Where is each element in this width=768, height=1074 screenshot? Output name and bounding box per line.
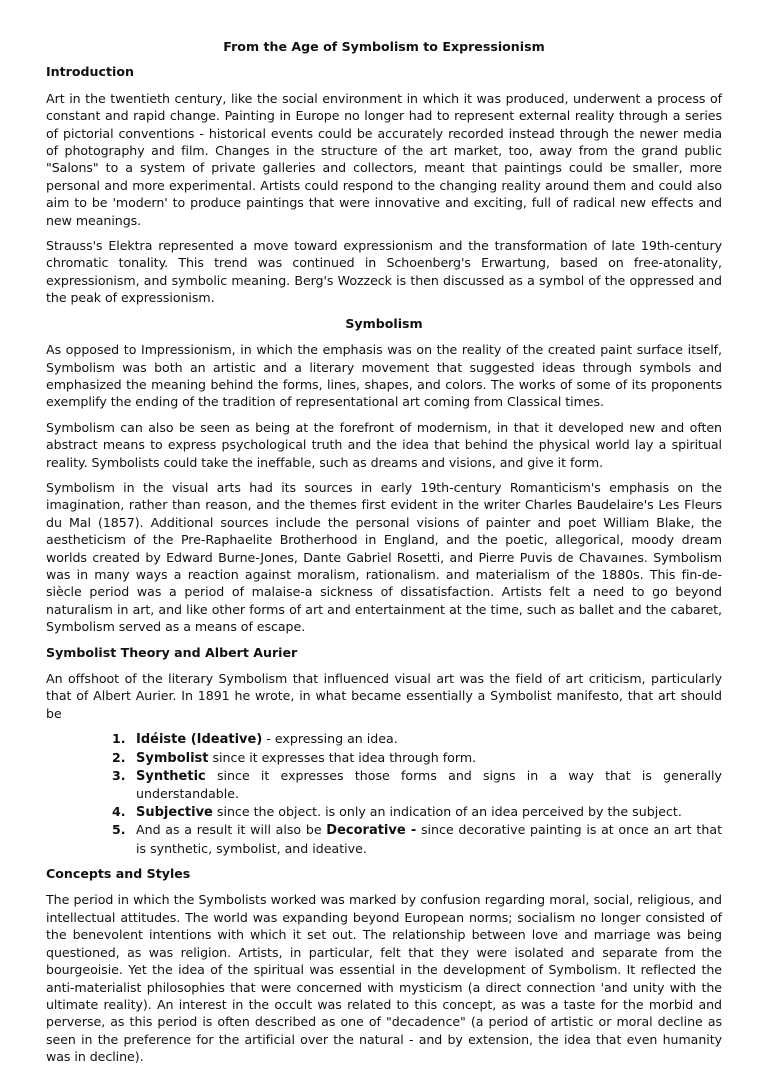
symbolism-paragraph-2: Symbolism can also be seen as being at the forefront of modernism, in that it developed new and often abstract means to express psychological truth and the idea that behind the physical world lay a spiritual reality. Symbolists could take the ineffable, such as dreams and visions, and give it form. [46, 419, 722, 470]
list-number: 5. [112, 822, 126, 838]
theory-paragraph-1: An offshoot of the literary Symbolism that influenced visual art was the field of art criticism, particularly that of Albert Aurier. In 1891 he wrote, in what became essentially a Symbolist manifesto, that art should be [46, 671, 722, 721]
list-term: Synthetic [136, 769, 206, 785]
introduction-paragraph-2: Strauss's Elektra represented a move toward expressionism and the transformation of late 19th-century chromatic tonality. This trend was continued in Schoenberg's Erwartung, based on free-atonality, expressionism, and symbolic meaning. Berg's Wozzeck is then discussed as a symbol of the oppressed and the peak of expressionism. [46, 238, 722, 306]
list-number: 1. [112, 731, 126, 747]
concepts-heading: Concepts and Styles [46, 866, 191, 882]
list-term: Symbolist [136, 750, 209, 766]
symbolism-paragraph-3: Symbolism in the visual arts had its sources in early 19th-century Romanticism's emphasis on the imagination, rather than reason, and the themes first evident in the writer Charles Baudelaire's Les Fleurs du Mal (1857). Additional sources include the personal visions of painter and poet William Blake, the aestheticism of the Pre-Raphaelite Brotherhood in England, and the poetic, allegorical, moody dream worlds created by Edward Burne-Jones, Dante Gabriel Rosetti, and Pierre Puvis de Chavaınes. Symbolism was in many ways a reaction against moralism, rationalism. and materialism of the 1880s. This fin-de-siècle period was a period of malaise-a sickness of dissatisfaction. Artists felt a need to go beyond naturalism in art, and like other forms of art and entertainment at the time, such as ballet and the cabaret, Symbolism served as a means of escape. [46, 479, 722, 635]
list-text: since decorative painting is at once an art that is synthetic, symbolist, and ideative. [136, 822, 723, 856]
list-term: Decorative - [326, 823, 417, 839]
theory-heading: Symbolist Theory and Albert Aurier [46, 644, 298, 660]
list-term: Subjective [136, 804, 213, 820]
symbolism-paragraph-1: As opposed to Impressionism, in which the emphasis was on the reality of the created paint surface itself, Symbolism was both an artistic and a literary movement that suggested ideas through symbols and emphasized the meaning behind the forms, lines, shapes, and colors. The works of some of its proponents exemplify the ending of the tradition of representational art coming from Classical times. [46, 342, 722, 410]
list-text: since it expresses that idea through form. [208, 749, 477, 765]
list-text: - expressing an idea. [262, 731, 398, 747]
list-text: since it expresses those forms and signs in a way that is generally understandable. [136, 768, 722, 802]
aurier-criteria-list [46, 730, 722, 857]
list-item [112, 821, 723, 857]
concepts-paragraph-1: The period in which the Symbolists worked was marked by confusion regarding moral, social, religious, and intellectual attitudes. The world was expanding beyond European norms; socialism no longer consisted of the benevolent intentions with which it set out. The relationship between love and marriage was being questioned, as was religion. Artists, in particular, felt that they were isolated and separate from the bourgeoisie. Yet the idea of the spiritual was essential in the development of Symbolism. It reflected the anti-materialist philosophies that were concerned with mysticism (a direct connection 'and unity with the ultimate reality). An interest in the occult was related to this concept, as was a taste for the morbid and perverse, as this period is often described as one of "decadence" (a period of artistic or moral decline as seen in the preference for the artificial over the natural - and by extension, the idea that even humanity was in decline). [46, 892, 722, 1065]
document-page [46, 38, 722, 1074]
list-item [112, 803, 722, 821]
introduction-heading: Introduction [46, 64, 134, 80]
list-item [112, 749, 722, 767]
list-item [112, 767, 722, 803]
list-text: since the object. is only an indication of an idea perceived by the subject. [212, 803, 682, 819]
document-title: From the Age of Symbolism to Expressionism [223, 39, 545, 54]
list-item [112, 730, 722, 748]
list-term: Idéiste (Ideative) [136, 732, 263, 748]
list-number: 2. [112, 749, 126, 765]
list-number: 4. [112, 803, 126, 819]
list-number: 3. [112, 768, 126, 784]
list-lead: And as a result it will also be [136, 822, 327, 838]
symbolism-heading: Symbolism [345, 315, 423, 331]
introduction-paragraph-1: Art in the twentieth century, like the social environment in which it was produced, underwent a process of constant and rapid change. Painting in Europe no longer had to represent external reality through a series of pictorial conventions - historical events could be accurately recorded instead through the newer media of photography and film. Changes in the structure of the art market, too, away from the grand public "Salons" to a system of private galleries and collectors, meant that paintings could be smaller, more personal and more experimental. Artists could respond to the changing reality around them and could also aim to be 'modern' to produce paintings that were innovative and exciting, full of radical new effects and new meanings. [46, 90, 722, 228]
